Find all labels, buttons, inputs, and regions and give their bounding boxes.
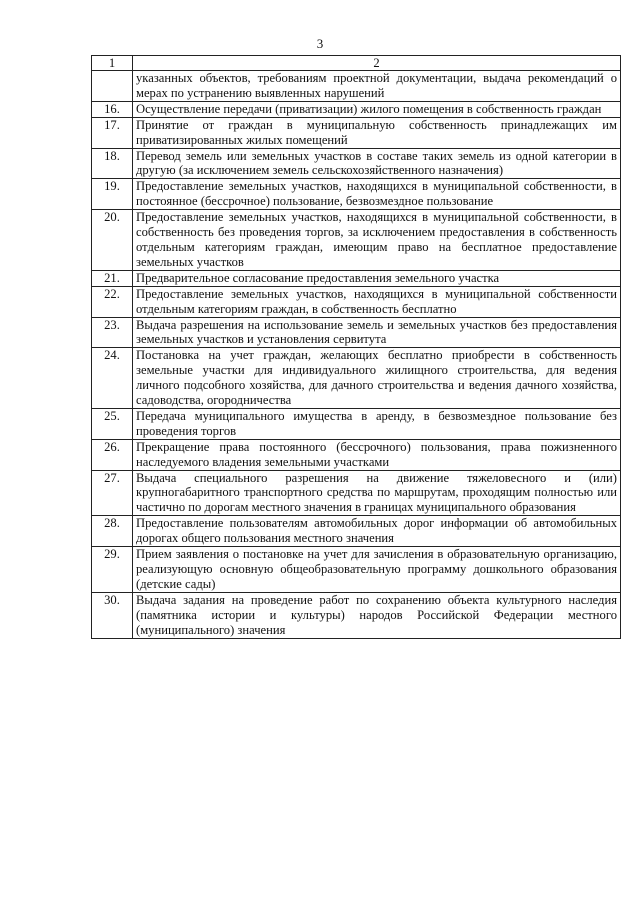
row-number: 30.: [92, 592, 133, 638]
row-number: 23.: [92, 317, 133, 348]
service-description: указанных объектов, требованиям проектной документации, выдача рекомендаций о мерах по устранению выявленных нарушений: [133, 71, 621, 102]
service-description: Принятие от граждан в муниципальную собственность принадлежащих им приватизированных жилых помещений: [133, 117, 621, 148]
row-number: 22.: [92, 286, 133, 317]
row-number: 21.: [92, 270, 133, 286]
table-row: [92, 270, 621, 286]
service-description: Предоставление земельных участков, находящихся в муниципальной собственности отдельным категориям граждан, в собственность бесплатно: [133, 286, 621, 317]
table-row: [92, 547, 621, 593]
table-row: [92, 348, 621, 409]
row-number: 18.: [92, 148, 133, 179]
table-row: [92, 592, 621, 638]
service-description: Выдача задания на проведение работ по сохранению объекта культурного наследия (памятника истории и культуры) народов Российской Федерации местного (муниципального) значения: [133, 592, 621, 638]
service-description: Перевод земель или земельных участков в составе таких земель из одной категории в другую (за исключением земель сельскохозяйственного назначения): [133, 148, 621, 179]
row-number: 29.: [92, 547, 133, 593]
table-row: [92, 516, 621, 547]
table-row: [92, 408, 621, 439]
service-description: Выдача специального разрешения на движение тяжеловесного и (или) крупногабаритного транспортного средства по маршрутам, проходящим полностью или частично по дорогам местного значения в границах муниципального образования: [133, 470, 621, 516]
service-description: Предоставление пользователям автомобильных дорог информации об автомобильных дорогах общего пользования местного значения: [133, 516, 621, 547]
service-description: Предварительное согласование предоставления земельного участка: [133, 270, 621, 286]
page-number: 3: [316, 36, 324, 51]
service-description: Прием заявления о постановке на учет для зачисления в образовательную организацию, реализующую основную общеобразовательную программу дошкольного образования (детские сады): [133, 547, 621, 593]
table-row: [92, 101, 621, 117]
row-number: 27.: [92, 470, 133, 516]
table-row: [92, 179, 621, 210]
service-description: Предоставление земельных участков, находящихся в муниципальной собственности, в собственность без проведения торгов, за исключением предоставления в собственность отдельным категориям граждан, имеющим право на бесплатное предоставление земельных участков: [133, 210, 621, 271]
row-number: 24.: [92, 348, 133, 409]
table-row: [92, 148, 621, 179]
service-description: Постановка на учет граждан, желающих бесплатно приобрести в собственность земельные участки для индивидуального жилищного строительства, для ведения личного подсобного хозяйства, для дачного строительства и ведения дачного хозяйства, садоводства, огородничества: [133, 348, 621, 409]
row-number: 20.: [92, 210, 133, 271]
table-row: [92, 117, 621, 148]
row-number: 26.: [92, 439, 133, 470]
table-row: [92, 286, 621, 317]
services-table: [91, 55, 621, 639]
table-row: [92, 71, 621, 102]
service-description: Передача муниципального имущества в аренду, в безвозмездное пользование без проведения торгов: [133, 408, 621, 439]
service-description: Прекращение права постоянного (бессрочного) пользования, права пожизненного наследуемого владения земельными участками: [133, 439, 621, 470]
table-row: [92, 439, 621, 470]
service-description: Предоставление земельных участков, находящихся в муниципальной собственности, в постоянное (бессрочное) пользование, безвозмездное пользование: [133, 179, 621, 210]
table-header-row: [92, 56, 621, 71]
service-description: Выдача разрешения на использование земель и земельных участков без предоставления земельных участков и установления сервитута: [133, 317, 621, 348]
table-row: [92, 470, 621, 516]
column-header-service: 2: [133, 56, 621, 71]
column-header-number: 1: [92, 56, 133, 71]
row-number: [92, 71, 133, 102]
row-number: 28.: [92, 516, 133, 547]
service-description: Осуществление передачи (приватизации) жилого помещения в собственность граждан: [133, 101, 621, 117]
row-number: 16.: [92, 101, 133, 117]
table-row: [92, 317, 621, 348]
table-row: [92, 210, 621, 271]
row-number: 19.: [92, 179, 133, 210]
row-number: 17.: [92, 117, 133, 148]
row-number: 25.: [92, 408, 133, 439]
